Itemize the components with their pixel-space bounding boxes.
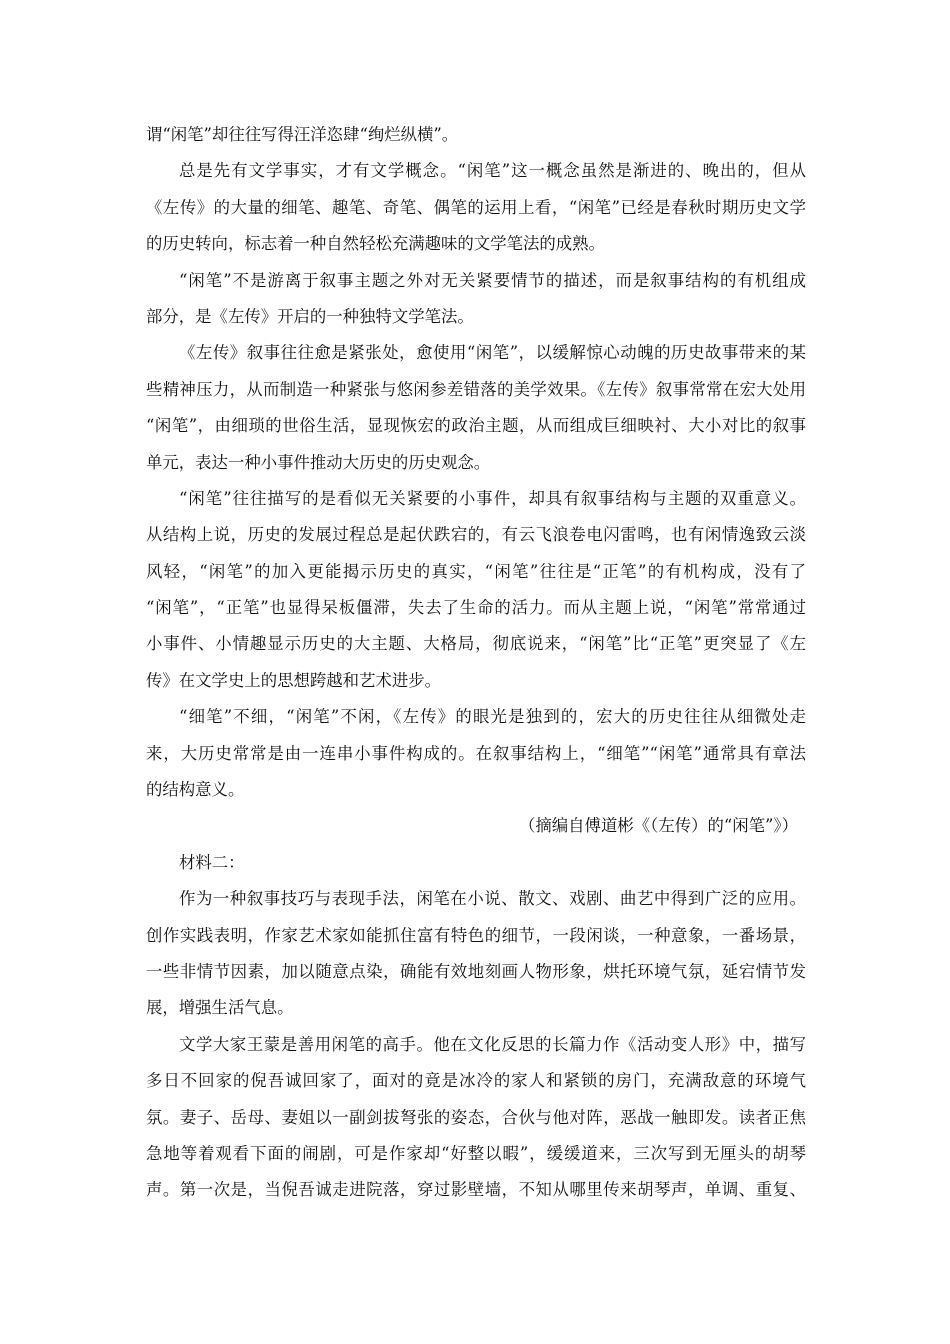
text-line: 传》在文学史上的思想跨越和艺术进步。: [146, 670, 442, 690]
text-line: 材料二：: [179, 852, 245, 872]
text-line: 急地等着观看下面的闹剧，可是作家却“好整以暇”，缓缓道来，三次写到无厘头的胡琴: [146, 1143, 806, 1163]
text-line: 文学大家王蒙是善用闲笔的高手。他在文化反思的长篇力作《活动变人形》中，描写: [179, 1034, 806, 1054]
text-line: 小事件、小情趣显示历史的大主题、大格局，彻底说来，“闲笔”比“正笔”更突显了《左: [146, 634, 806, 654]
paragraph-body: [146, 263, 806, 336]
paragraph-body: [146, 335, 806, 481]
paragraph-continuation: [146, 117, 806, 153]
text-line: 的结构意义。: [146, 780, 245, 800]
text-line: “闲笔”不是游离于叙事主题之外对无关紧要情节的描述，而是叙事结构的有机组成: [179, 270, 806, 290]
text-line: 声。第一次是，当倪吾诚走进院落，穿过影壁墙，不知从哪里传来胡琴声，单调、重复、: [146, 1180, 806, 1200]
text-line: 氛。妻子、岳母、妻姐以一副剑拔弩张的姿态，合伙与他对阵，恶战一触即发。读者正焦: [146, 1107, 806, 1127]
text-line: 多日不回家的倪吾诚回家了，面对的竟是冰冷的家人和紧锁的房门，充满敌意的环境气: [146, 1071, 806, 1091]
paragraph-body: [146, 1027, 806, 1209]
text-line: 来，大历史常常是由一连串小事件构成的。在叙事结构上，“细笔”“闲笔”通常具有章法: [146, 743, 806, 763]
text-line: 《左传》叙事往往愈是紧张处，愈使用“闲笔”，以缓解惊心动魄的历史故事带来的某: [179, 343, 806, 363]
document-page: [146, 117, 806, 1209]
text-line: 从结构上说，历史的发展过程总是起伏跌宕的，有云飞浪卷电闪雷鸣，也有闲情逸致云淡: [146, 525, 806, 545]
text-line: 部分，是《左传》开启的一种独特文学笔法。: [146, 306, 474, 326]
text-line: “细笔”不细，“闲笔”不闲，《左传》的眼光是独到的，宏大的历史往往从细微处走: [179, 707, 806, 727]
text-line: 的历史转向，标志着一种自然轻松充满趣味的文学笔法的成熟。: [146, 234, 605, 254]
text-line: （摘编自傅道彬《（左传）的“闲笔”》）: [519, 816, 798, 836]
text-line: 些精神压力，从而制造一种紧张与悠闲参差错落的美学效果。《左传》叙事常常在宏大处用: [146, 379, 806, 399]
text-line: 总是先有文学事实，才有文学概念。“闲笔”这一概念虽然是渐进的、晚出的，但从: [179, 161, 806, 181]
paragraph-body: [146, 881, 806, 1027]
text-line: 单元，表达一种小事件推动大历史的历史观念。: [146, 452, 491, 472]
text-line: 作为一种叙事技巧与表现手法，闲笔在小说、散文、戏剧、曲艺中得到广泛的应用。: [179, 889, 806, 909]
text-line: 创作实践表明，作家艺术家如能抓住富有特色的细节，一段闲谈，一种意象，一番场景，: [146, 925, 806, 945]
paragraph-body: [146, 699, 806, 808]
paragraph-source: [146, 808, 806, 844]
paragraph-body: [146, 481, 806, 699]
text-line: 风轻，“闲笔”的加入更能揭示历史的真实，“闲笔”往往是“正笔”的有机构成，没有了: [146, 561, 806, 581]
paragraph-body: [146, 153, 806, 262]
text-line: 一些非情节因素，加以随意点染，确能有效地刻画人物形象，烘托环境气氛，延宕情节发: [146, 961, 806, 981]
text-line: “闲笔”，由细琐的世俗生活，显现恢宏的政治主题，从而组成巨细映衬、大小对比的叙事: [146, 416, 806, 436]
text-line: “闲笔”往往描写的是看似无关紧要的小事件，却具有叙事结构与主题的双重意义。: [179, 488, 806, 508]
text-line: 谓“闲笔”却往往写得汪洋恣肆“绚烂纵横”。: [146, 125, 459, 144]
text-line: 展，增强生活气息。: [146, 998, 294, 1018]
text-line: 《左传》的大量的细笔、趣笔、奇笔、偶笔的运用上看，“闲笔”已经是春秋时期历史文学: [146, 197, 806, 217]
paragraph-heading: [146, 845, 806, 881]
text-line: “闲笔”，“正笔”也显得呆板僵滞，失去了生命的活力。而从主题上说，“闲笔”常常通过: [146, 598, 806, 618]
